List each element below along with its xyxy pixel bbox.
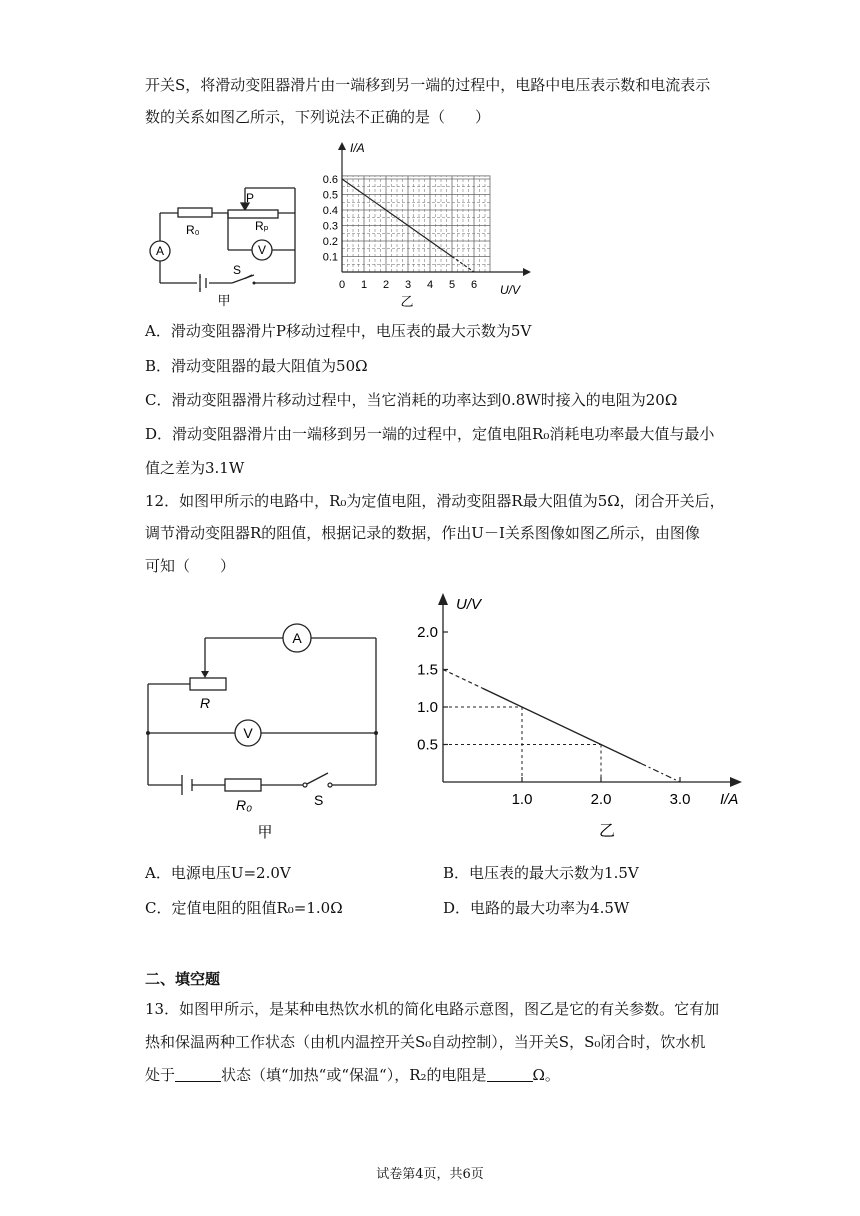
q11-option-b: B．滑动变阻器的最大阻值为50Ω (145, 357, 368, 375)
q12-text-line1: 12．如图甲所示的电路中，R₀为定值电阻，滑动变阻器R最大阻值为5Ω，闭合开关后， (145, 492, 725, 510)
q12-graph-line-extension-right (641, 763, 681, 782)
q12-graph-caption: 乙 (598, 823, 616, 840)
q11-graph-ytick: 0.1 (322, 251, 338, 264)
q12-circuit-diagram (140, 615, 390, 845)
q13-blank-2[interactable] (487, 1067, 533, 1082)
q12-graph-xtick: 1.0 (511, 791, 533, 808)
q12-graph-ytick: 1.5 (417, 661, 438, 679)
q11-circuit-caption: 甲 (217, 293, 231, 308)
q12-graph-xtick: 2.0 (590, 791, 612, 808)
q12-graph-ylabel: U/V (456, 596, 482, 613)
q12-voltmeter-label: V (243, 725, 253, 741)
q12-option-c: C．定值电阻的阻值R₀=1.0Ω (145, 899, 343, 917)
q12-graph-xlabel: I/A (720, 791, 739, 808)
slider-p-label: P (246, 191, 255, 205)
q12-r-label: R (200, 695, 211, 711)
q11-graph-ylabel: I/A (350, 141, 365, 155)
q11-option-d-line1: D．滑动变阻器滑片由一端移到另一端的过程中，定值电阻R₀消耗电功率最大值与最小 (145, 425, 715, 443)
q11-option-a: A．滑动变阻器滑片P移动过程中，电压表的最大示数为5V (145, 322, 532, 340)
q11-graph-xtick: 0 (338, 279, 346, 291)
q12-r0-label: R₀ (236, 797, 253, 813)
voltmeter-label: V (257, 243, 267, 257)
q12-option-b: B．电压表的最大示数为1.5V (443, 864, 639, 882)
q12-graph-ytick: 1.0 (417, 699, 438, 716)
q12-graph-ytick: 0.5 (417, 736, 438, 754)
switch-s-label: S (233, 263, 242, 277)
q11-graph-xtick: 2 (382, 279, 390, 291)
q12-graph-line (483, 688, 641, 763)
q11-graph-xtick: 3 (404, 279, 412, 291)
q13-text-line1: 13．如图甲所示，是某种电热饮水机的简化电路示意图，图乙是它的有关参数。它有加 (145, 1000, 720, 1018)
q13-text-line3 (145, 1064, 560, 1085)
rp-label: Rₚ (255, 219, 269, 233)
q11-graph-xlabel: U/V (500, 283, 521, 297)
q11-graph-caption: 乙 (400, 294, 414, 309)
section-title: 二、填空题 (145, 970, 221, 988)
q11-graph-ytick: 0.2 (322, 236, 338, 248)
q11-graph-ytick: 0.6 (322, 174, 338, 186)
q12-graph (400, 585, 760, 845)
q13-blank-1[interactable] (175, 1067, 221, 1082)
q11-graph-ytick: 0.3 (322, 220, 338, 233)
q13-text-part2: 状态（填“加热“或“保温“），R₂的电阻是 (221, 1066, 487, 1084)
q11-graph (310, 140, 540, 310)
q11-graph-ytick: 0.4 (322, 205, 338, 217)
q13-text-line2: 热和保温两种工作状态（由机内温控开关S₀自动控制），当开关S，S₀闭合时，饮水机 (145, 1033, 706, 1051)
q12-graph-ytick: 2.0 (417, 624, 438, 641)
q11-circuit-diagram (140, 180, 310, 310)
q11-text-line2: 数的关系如图乙所示，下列说法不正确的是（ ） (145, 108, 491, 126)
q11-text-line1: 开关S，将滑动变阻器滑片由一端移到另一端的过程中，电路中电压表示数和电流表示 (145, 76, 711, 94)
q12-ammeter-label: A (292, 630, 302, 646)
q11-graph-xtick: 1 (360, 279, 368, 291)
q12-option-a: A．电源电压U=2.0V (145, 864, 291, 882)
r0-label: R₀ (186, 223, 200, 237)
q12-switch-s-label: S (314, 792, 324, 808)
q12-graph-xtick: 3.0 (669, 791, 691, 808)
q13-text-part3: Ω。 (532, 1066, 560, 1084)
q11-graph-xtick: 4 (426, 279, 434, 291)
page-footer: 试卷第4页，共6页 (376, 1167, 484, 1182)
q11-option-d-line2: 值之差为3.1W (145, 459, 245, 477)
q12-graph-line-extension-left (443, 670, 483, 689)
q11-graph-xtick: 5 (448, 279, 456, 291)
q11-graph-xtick: 6 (470, 279, 478, 291)
q11-option-c: C．滑动变阻器滑片移动过程中，当它消耗的功率达到0.8W时接入的电阻为20Ω (145, 391, 678, 409)
q11-graph-ytick: 0.5 (322, 189, 338, 202)
q13-text-part1: 处于 (145, 1066, 176, 1084)
ammeter-label: A (155, 244, 165, 258)
q12-text-line2: 调节滑动变阻器R的阻值，根据记录的数据，作出U－I关系图像如图乙所示，由图像 (145, 524, 700, 542)
q12-text-line3: 可知（ ） (145, 557, 236, 575)
q12-option-d: D．电路的最大功率为4.5W (443, 899, 630, 917)
q12-circuit-caption: 甲 (257, 824, 273, 841)
